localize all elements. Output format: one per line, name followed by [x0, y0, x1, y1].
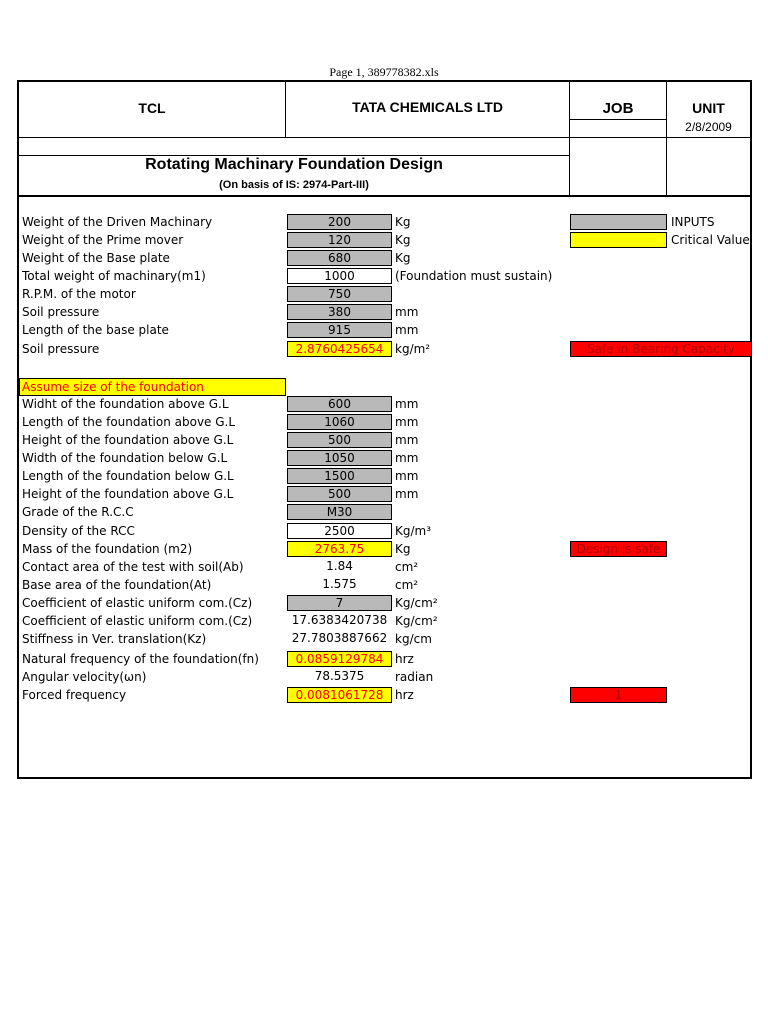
row-label: Width of the foundation below G.L — [22, 451, 228, 465]
spreadsheet-form — [17, 80, 752, 779]
unit-label: UNIT — [692, 100, 725, 116]
critical-legend-label: Critical Value — [671, 233, 750, 247]
row-unit: Kg — [395, 233, 411, 247]
row-value-cell[interactable]: 915 — [287, 322, 392, 338]
row-label: Weight of the Base plate — [22, 251, 170, 265]
row-label: Widht of the foundation above G.L — [22, 397, 229, 411]
row-value-cell[interactable]: 200 — [287, 214, 392, 230]
row-label: Total weight of machinary(m1) — [22, 269, 206, 283]
row-label: Mass of the foundation (m2) — [22, 542, 193, 556]
row-unit: mm — [395, 487, 419, 501]
row-value-cell[interactable]: 600 — [287, 396, 392, 412]
row-value-cell: 1.575 — [322, 577, 357, 591]
row-value-cell[interactable]: 1060 — [287, 414, 392, 430]
row-unit: kg/m² — [395, 342, 431, 356]
row-value-cell[interactable]: 380 — [287, 304, 392, 320]
row-label: Soil pressure — [22, 305, 100, 319]
row-value-cell[interactable]: 120 — [287, 232, 392, 248]
row-label: Height of the foundation above G.L — [22, 487, 234, 501]
page-title: Rotating Machinary Foundation Design — [145, 156, 443, 173]
row-value-cell: 0.0081061728 — [287, 687, 392, 703]
row-unit: mm — [395, 469, 419, 483]
row-value-cell[interactable]: 7 — [287, 595, 392, 611]
row-unit: radian — [395, 670, 434, 684]
row-label: Height of the foundation above G.L — [22, 433, 234, 447]
date: 2/8/2009 — [685, 120, 732, 134]
row-label: Weight of the Driven Machinary — [22, 215, 213, 229]
row-label: R.P.M. of the motor — [22, 287, 136, 301]
row-label: Length of the foundation above G.L — [22, 415, 236, 429]
row-label: Coefficient of elastic uniform com.(Cz) — [22, 596, 253, 610]
row-unit: hrz — [395, 688, 414, 702]
status-badge: 1 — [570, 687, 667, 703]
inputs-legend-swatch — [570, 214, 667, 230]
row-value-cell[interactable]: 750 — [287, 286, 392, 302]
row-unit: mm — [395, 397, 419, 411]
row-value-cell[interactable]: 500 — [287, 432, 392, 448]
row-unit: Kg — [395, 542, 411, 556]
job-label: JOB — [602, 100, 634, 117]
row-label: Density of the RCC — [22, 524, 135, 538]
row-unit: Kg/cm² — [395, 596, 438, 610]
row-value-cell: 1000 — [287, 268, 392, 284]
row-label: Angular velocity(ωn) — [22, 670, 147, 684]
page-header: Page 1, 389778382.xls — [329, 65, 439, 79]
row-unit: kg/cm — [395, 632, 432, 646]
row-unit: Kg/cm² — [395, 614, 438, 628]
row-unit: Kg/m³ — [395, 524, 432, 538]
divider — [569, 119, 666, 120]
row-unit: Kg — [395, 251, 411, 265]
row-unit: mm — [395, 451, 419, 465]
row-label: Base area of the foundation(At) — [22, 578, 212, 592]
row-label: Coefficient of elastic uniform com.(Cz) — [22, 614, 253, 628]
row-label: Grade of the R.C.C — [22, 505, 134, 519]
row-label: Soil pressure — [22, 342, 100, 356]
row-value-cell[interactable]: 1500 — [287, 468, 392, 484]
row-unit: hrz — [395, 652, 414, 666]
row-value-cell[interactable]: 500 — [287, 486, 392, 502]
inputs-legend-label: INPUTS — [671, 215, 715, 229]
row-value-cell: 2.8760425654 — [287, 341, 392, 357]
page-subtitle: (On basis of IS: 2974-Part-III) — [219, 179, 369, 191]
row-value-cell: 27.7803887662 — [291, 631, 388, 645]
company-name: TATA CHEMICALS LTD — [352, 99, 503, 115]
row-value-cell: 1.84 — [326, 559, 353, 573]
row-value-cell: 78.5375 — [314, 669, 365, 683]
row-value-cell: 2763.75 — [287, 541, 392, 557]
row-unit: (Foundation must sustain) — [395, 269, 553, 283]
row-label: Natural frequency of the foundation(fn) — [22, 652, 259, 666]
row-value-cell[interactable]: M30 — [287, 504, 392, 520]
row-value-cell: 0.0859129784 — [287, 651, 392, 667]
row-label: Weight of the Prime mover — [22, 233, 184, 247]
row-unit: mm — [395, 323, 419, 337]
row-value-cell: 2500 — [287, 523, 392, 539]
company-code: TCL — [138, 100, 166, 116]
row-label: Contact area of the test with soil(Ab) — [22, 560, 244, 574]
row-value-cell: 17.6383420738 — [291, 613, 388, 627]
row-unit: cm² — [395, 560, 419, 574]
status-badge: Design is safe — [570, 541, 667, 557]
row-label: Stiffness in Ver. translation(Kz) — [22, 632, 207, 646]
row-label: Forced frequency — [22, 688, 127, 702]
row-label: Length of the foundation below G.L — [22, 469, 234, 483]
row-unit: mm — [395, 433, 419, 447]
row-unit: mm — [395, 415, 419, 429]
row-unit: mm — [395, 305, 419, 319]
foundation-section-header: Assume size of the foundation — [19, 378, 286, 396]
row-unit: cm² — [395, 578, 419, 592]
row-value-cell[interactable]: 1050 — [287, 450, 392, 466]
row-label: Length of the base plate — [22, 323, 169, 337]
divider — [19, 195, 750, 197]
status-badge: Safe in Bearing Capacity — [570, 341, 752, 357]
critical-legend-swatch — [570, 232, 667, 248]
row-value-cell[interactable]: 680 — [287, 250, 392, 266]
row-unit: Kg — [395, 215, 411, 229]
divider — [19, 137, 750, 138]
